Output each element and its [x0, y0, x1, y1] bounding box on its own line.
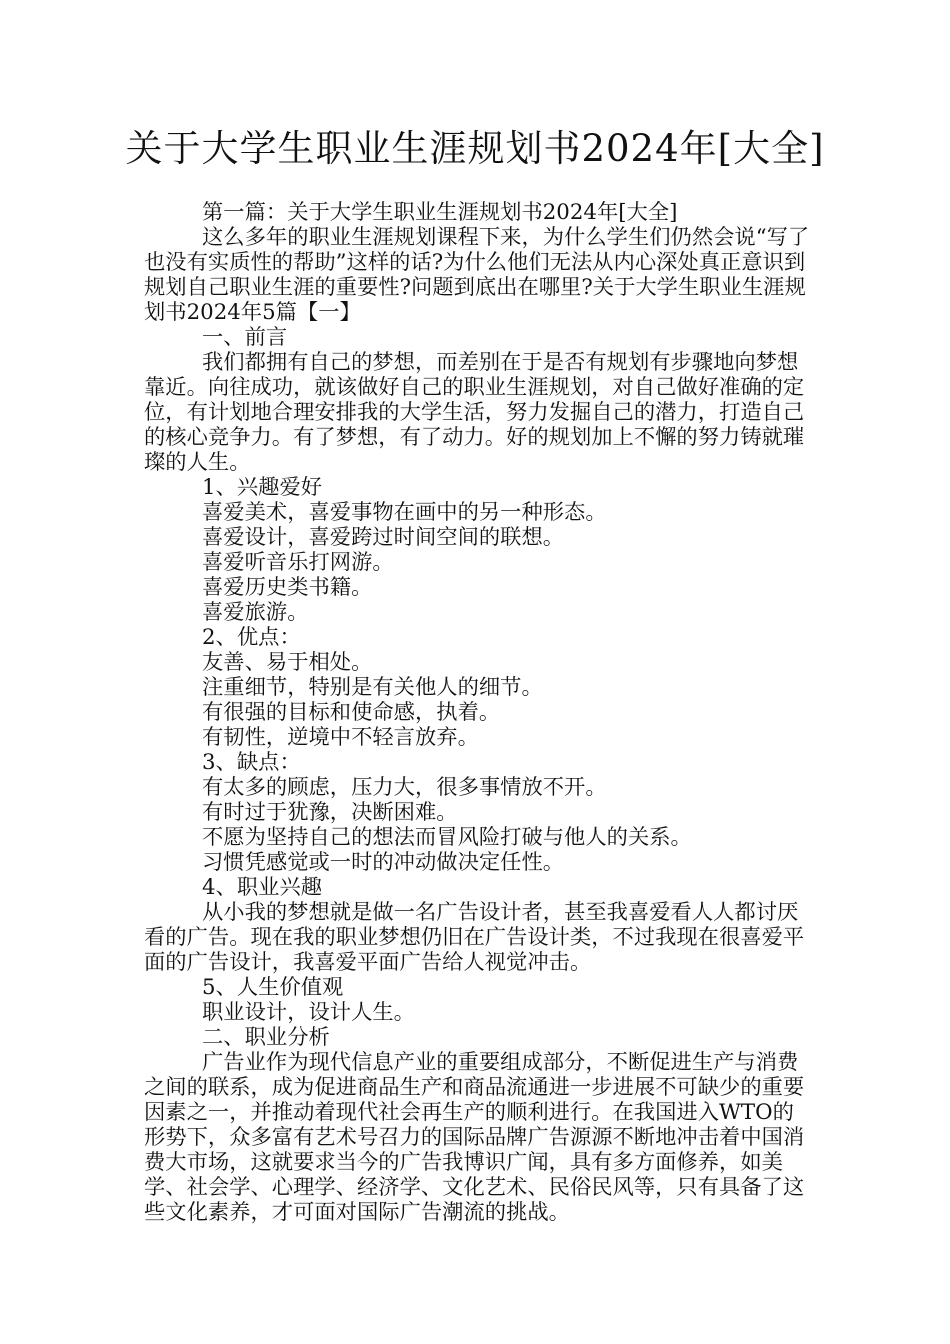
subsection-heading: 4、职业兴趣: [202, 875, 323, 900]
list-item: 职业设计，设计人生。: [202, 1000, 415, 1025]
subsection-heading: 1、兴趣爱好: [202, 475, 323, 500]
document-body: [144, 200, 810, 1225]
paragraph: 广告业作为现代信息产业的重要组成部分，不断促进生产与消费之间的联系，成为促进商品生产和商品流通进一步进展不可缺少的重要因素之一，并推动着现代社会再生产的顺利进行。在我国进入WTO的形势下，众多富有艺术号召力的国际品牌广告源源不断地冲击着中国消费大市场，这就要求当今的广告我博识广闻，具有多方面修养，如美学、社会学、心理学、经济学、文化艺术、民俗民风等，只有具备了这些文化素养，才可面对国际广告潮流的挑战。: [144, 1050, 805, 1225]
section-heading: 第一篇：关于大学生职业生涯规划书2024年[大全]: [202, 200, 678, 225]
list-item: 不愿为坚持自己的想法而冒风险打破与他人的关系。: [202, 825, 692, 850]
list-item: 注重细节，特别是有关他人的细节。: [202, 675, 543, 700]
list-item: 喜爱历史类书籍。: [202, 575, 373, 600]
list-item: 习惯凭感觉或一时的冲动做决定任性。: [202, 850, 565, 875]
paragraph: 这么多年的职业生涯规划课程下来，为什么学生们仍然会说“写了也没有实质性的帮助”这样的话?为什么他们无法从内心深处真正意识到规划自己职业生涯的重要性?问题到底出在哪里?关于大学生职业生涯规划书2024年5篇【一】: [144, 225, 810, 325]
paragraph: 从小我的梦想就是做一名广告设计者，甚至我喜爱看人人都讨厌看的广告。现在我的职业梦想仍旧在广告设计类，不过我现在很喜爱平面的广告设计，我喜爱平面广告给人视觉冲击。: [144, 900, 805, 975]
list-item: 有时过于犹豫，决断困难。: [202, 800, 458, 825]
list-item: 友善、易于相处。: [202, 650, 373, 675]
section-heading: 一、前言: [202, 325, 288, 350]
paragraph: 我们都拥有自己的梦想，而差别在于是否有规划有步骤地向梦想靠近。向往成功，就该做好自己的职业生涯规划，对自己做好准确的定位，有计划地合理安排我的大学生活，努力发掘自己的潜力，打造自己的核心竞争力。有了梦想，有了动力。好的规划加上不懈的努力铸就璀璨的人生。: [144, 350, 805, 475]
list-item: 有太多的顾虑，压力大，很多事情放不开。: [202, 775, 607, 800]
subsection-heading: 3、缺点：: [202, 750, 301, 775]
section-heading: 二、职业分析: [202, 1025, 330, 1050]
list-item: 有韧性，逆境中不轻言放弃。: [202, 725, 479, 750]
list-item: 喜爱听音乐打网游。: [202, 550, 394, 575]
list-item: 喜爱设计，喜爱跨过时间空间的联想。: [202, 525, 565, 550]
document-title: 关于大学生职业生涯规划书2024年[大全]: [125, 127, 825, 170]
list-item: 喜爱美术，喜爱事物在画中的另一种形态。: [202, 500, 607, 525]
list-item: 有很强的目标和使命感，执着。: [202, 700, 501, 725]
subsection-heading: 5、人生价值观: [202, 975, 344, 1000]
list-item: 喜爱旅游。: [202, 600, 309, 625]
subsection-heading: 2、优点：: [202, 625, 301, 650]
